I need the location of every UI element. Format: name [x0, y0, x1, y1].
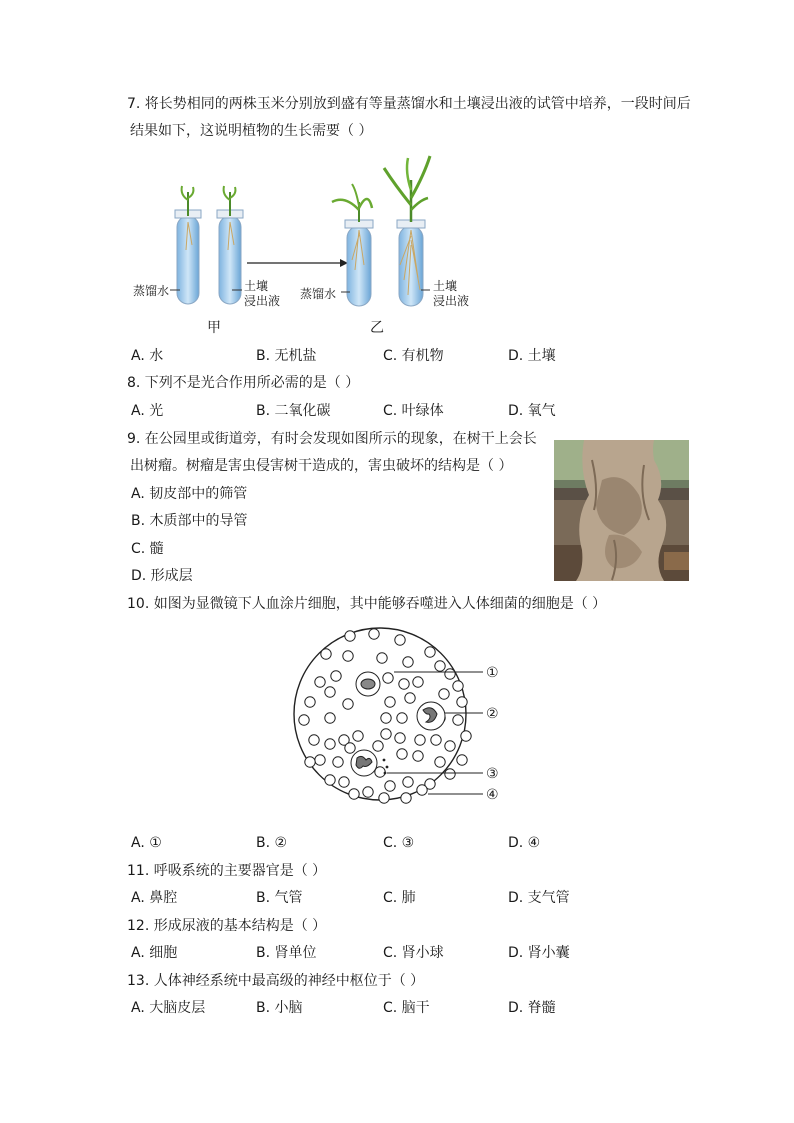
red-blood-cell: [445, 741, 455, 751]
red-blood-cell: [413, 677, 423, 687]
cell-3: [351, 750, 377, 776]
q11-option-d[interactable]: D. 支气管: [508, 890, 570, 906]
red-blood-cell: [395, 635, 405, 645]
q7-label-soil-right-2: 浸出液: [433, 294, 470, 308]
red-blood-cell: [453, 715, 463, 725]
q9-stem-line1: 9. 在公园里或街道旁，有时会发现如图所示的现象，在树干上会长: [127, 431, 537, 447]
red-blood-cell: [383, 673, 393, 683]
red-blood-cell: [363, 787, 373, 797]
tube-soil-small: [217, 186, 243, 304]
red-blood-cell: [403, 777, 413, 787]
red-blood-cell: [431, 735, 441, 745]
tree-burl-photo: [554, 440, 689, 581]
label-3: ③: [486, 766, 499, 782]
q7-stem-line2: 结果如下，这说明植物的生长需要（ ）: [130, 123, 373, 139]
q10-option-c[interactable]: C. ③: [383, 835, 415, 851]
red-blood-cell: [325, 739, 335, 749]
red-blood-cell: [401, 793, 411, 803]
cell-2: [417, 702, 445, 730]
red-blood-cell: [417, 785, 427, 795]
q10-option-d[interactable]: D. ④: [508, 835, 541, 851]
red-blood-cell: [349, 789, 359, 799]
red-blood-cell: [435, 757, 445, 767]
q12-option-c[interactable]: C. 肾小球: [383, 945, 444, 961]
q11-option-b[interactable]: B. 气管: [256, 890, 303, 906]
q13-stem: 13. 人体神经系统中最高级的神经中枢位于（ ）: [127, 973, 425, 989]
red-blood-cell: [299, 715, 309, 725]
red-blood-cell: [331, 671, 341, 681]
q13-option-d[interactable]: D. 脊髓: [508, 1000, 556, 1016]
red-blood-cell: [305, 757, 315, 767]
red-blood-cell: [381, 729, 391, 739]
red-blood-cell: [343, 651, 353, 661]
red-blood-cell: [399, 679, 409, 689]
q9-stem-line2: 出树瘤。树瘤是害虫侵害树干造成的，害虫破坏的结构是（ ）: [130, 458, 513, 474]
red-blood-cell: [369, 629, 379, 639]
red-blood-cell: [333, 757, 343, 767]
q7-option-d[interactable]: D. 土壤: [508, 348, 556, 364]
red-blood-cell: [461, 731, 471, 741]
red-blood-cell: [425, 647, 435, 657]
q10-option-a[interactable]: A. ①: [131, 835, 162, 851]
q7-caption-b: 乙: [370, 320, 384, 336]
q8-option-c[interactable]: C. 叶绿体: [383, 403, 444, 419]
q9-option-d[interactable]: D. 形成层: [131, 568, 193, 584]
q7-stem-line1: 7. 将长势相同的两株玉米分别放到盛有等量蒸馏水和土壤浸出液的试管中培养，一段时间后: [127, 96, 691, 112]
q7-label-soil-left-1: 土壤: [244, 279, 269, 293]
red-blood-cell: [379, 793, 389, 803]
red-blood-cell: [397, 749, 407, 759]
red-blood-cell: [315, 677, 325, 687]
tube-water-grown: [332, 184, 373, 306]
q8-option-d[interactable]: D. 氧气: [508, 403, 556, 419]
q7-option-b[interactable]: B. 无机盐: [256, 348, 317, 364]
red-blood-cell: [445, 769, 455, 779]
q10-stem: 10. 如图为显微镜下人血涂片细胞，其中能够吞噬进入人体细菌的细胞是（ ）: [127, 596, 607, 612]
red-blood-cell: [339, 777, 349, 787]
blood-smear-figure: [290, 622, 530, 812]
red-blood-cell: [315, 755, 325, 765]
red-blood-cell: [381, 713, 391, 723]
red-blood-cell: [373, 741, 383, 751]
label-4: ④: [486, 787, 499, 803]
cell-1: [356, 672, 380, 696]
label-2: ②: [486, 706, 499, 722]
q13-option-b[interactable]: B. 小脑: [256, 1000, 303, 1016]
q8-option-a[interactable]: A. 光: [131, 403, 164, 419]
red-blood-cell: [415, 735, 425, 745]
red-blood-cell: [413, 751, 423, 761]
tube-soil-grown: [384, 156, 430, 306]
red-blood-cell: [435, 661, 445, 671]
q12-option-a[interactable]: A. 细胞: [131, 945, 178, 961]
red-blood-cell: [397, 713, 407, 723]
q11-option-a[interactable]: A. 鼻腔: [131, 890, 178, 906]
q7-option-c[interactable]: C. 有机物: [383, 348, 444, 364]
red-blood-cell: [353, 731, 363, 741]
q11-option-c[interactable]: C. 肺: [383, 890, 416, 906]
q8-option-b[interactable]: B. 二氧化碳: [256, 403, 331, 419]
q10-option-b[interactable]: B. ②: [256, 835, 288, 851]
q12-stem: 12. 形成尿液的基本结构是（ ）: [127, 918, 327, 934]
red-blood-cell: [453, 681, 463, 691]
q13-option-c[interactable]: C. 脑干: [383, 1000, 430, 1016]
red-blood-cell: [385, 781, 395, 791]
q7-caption-a: 甲: [207, 320, 221, 336]
q13-option-a[interactable]: A. 大脑皮层: [131, 1000, 206, 1016]
red-blood-cell: [325, 775, 335, 785]
q9-option-a[interactable]: A. 韧皮部中的筛管: [131, 486, 248, 502]
red-blood-cell: [343, 699, 353, 709]
red-blood-cell: [445, 669, 455, 679]
q11-stem: 11. 呼吸系统的主要器官是（ ）: [127, 863, 327, 879]
q8-stem: 8. 下列不是光合作用所必需的是（ ）: [127, 375, 360, 391]
q9-option-b[interactable]: B. 木质部中的导管: [131, 513, 248, 529]
q9-option-c[interactable]: C. 髓: [131, 541, 164, 557]
q7-label-water-left: 蒸馏水: [133, 284, 170, 298]
q7-label-soil-left-2: 浸出液: [244, 294, 281, 308]
red-blood-cell: [309, 735, 319, 745]
q7-test-tube-figure: [0, 150, 794, 350]
red-blood-cell: [377, 653, 387, 663]
red-blood-cell: [457, 697, 467, 707]
red-blood-cell: [321, 649, 331, 659]
tube-water-small: [175, 186, 201, 304]
red-blood-cell: [385, 697, 395, 707]
red-blood-cell: [457, 755, 467, 765]
red-blood-cell: [403, 657, 413, 667]
red-blood-cell: [439, 689, 449, 699]
q7-label-water-right: 蒸馏水: [300, 287, 337, 301]
red-blood-cell: [345, 631, 355, 641]
red-blood-cell: [345, 743, 355, 753]
red-blood-cell: [395, 733, 405, 743]
q12-option-b[interactable]: B. 肾单位: [256, 945, 317, 961]
q12-option-d[interactable]: D. 肾小囊: [508, 945, 570, 961]
q7-option-a[interactable]: A. 水: [131, 348, 164, 364]
q7-label-soil-right-1: 土壤: [433, 279, 458, 293]
red-blood-cell: [325, 687, 335, 697]
red-blood-cell: [305, 697, 315, 707]
red-blood-cell: [405, 693, 415, 703]
red-blood-cell: [325, 713, 335, 723]
label-1: ①: [486, 665, 499, 681]
